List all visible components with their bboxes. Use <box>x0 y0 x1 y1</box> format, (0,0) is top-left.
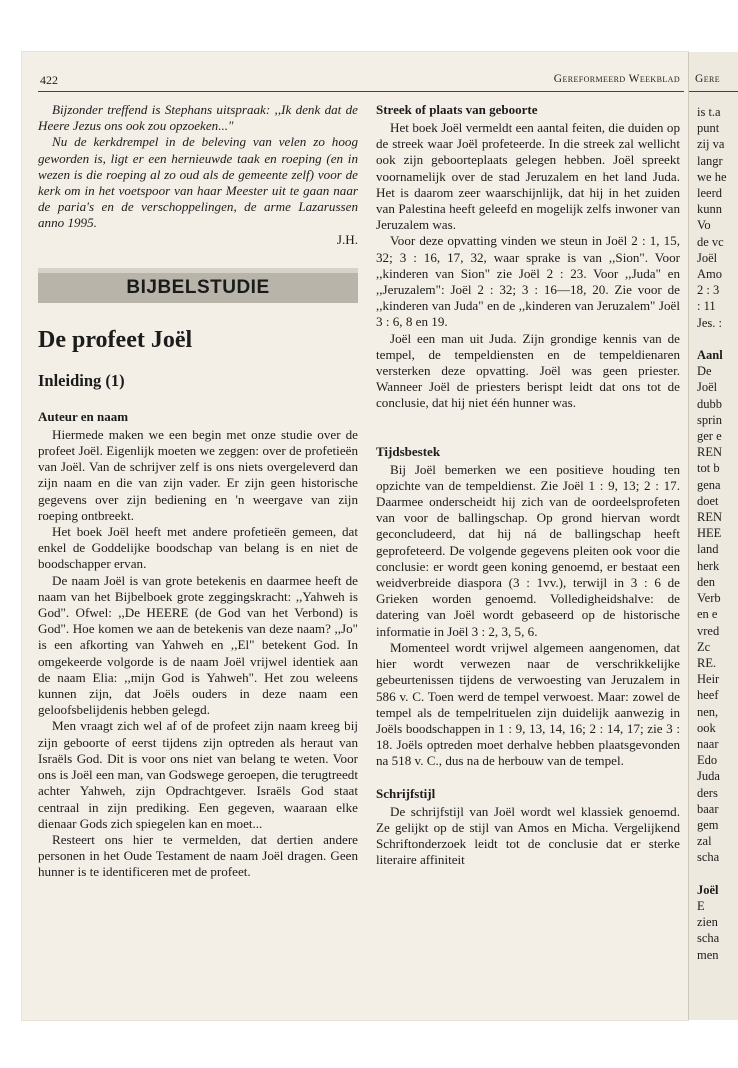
running-head: Gereformeerd Weekblad <box>553 73 680 85</box>
body-paragraph: Resteert ons hier te vermelden, dat dertien andere personen in het Oude Testament de naam Joël dragen. Geen hunner is te identificeren met de profeet. <box>38 831 358 880</box>
section-gap <box>376 412 680 432</box>
next-page-line: REN <box>697 445 722 460</box>
next-page-line: kunn <box>697 202 722 217</box>
intro-paragraph: Bijzonder treffend is Stephans uitspraak: ,,Ik denk dat de Heere Jezus ons ook zou opzoeken..." <box>38 102 358 134</box>
next-page-line: dubb <box>697 396 722 411</box>
rubric-banner: BIJBELSTUDIE <box>38 268 358 303</box>
next-page-line: baar <box>697 801 719 816</box>
next-page-line: gena <box>697 477 721 492</box>
next-page-line: Joël <box>697 882 719 897</box>
section-heading-tijdsbestek: Tijdsbestek <box>376 443 441 459</box>
next-page-line: Edo <box>697 753 718 768</box>
next-page-line: ook <box>697 720 716 735</box>
body-paragraph: Joël een man uit Juda. Zijn grondige kennis van de tempel, de tempeldiensten en de tempeldienaren versterken deze opvatting. Joël was geen priester. Wanneer Joël de priesters berispt leidt dat ons tot de conclusie, dat hij niet één hunner was. <box>376 330 680 411</box>
next-page-line: Heir <box>697 672 720 687</box>
next-page-line: Amo <box>697 267 722 282</box>
next-page-line: tot b <box>697 461 720 476</box>
next-page-line: langr <box>697 153 723 168</box>
next-page-header-rule <box>689 91 738 92</box>
page-number: 422 <box>40 73 58 87</box>
column-left <box>38 102 358 881</box>
next-page-line: : 11 <box>697 299 716 314</box>
next-page-line: den <box>697 574 716 589</box>
next-page-text-fragments <box>697 104 727 963</box>
body-paragraph: Het boek Joël vermeldt een aantal feiten, die duiden op de streek waar Joël profeteerde. In die streek zal wellicht ook zijn geboorteplaats gelegen hebben. Joël spreekt voornamelijk over de stad Jeruzalem en het land Juda. Het is daarom zeer waarschijnlijk, dat hij in het zuiden van Palestina heeft geleefd en mogelijk zelfs inwoner van Jeruzalem was. <box>376 120 680 233</box>
next-page-line: Jes. : <box>697 315 722 330</box>
next-page-line: vred <box>697 623 720 638</box>
next-page-line: Verb <box>697 591 721 606</box>
next-page-line: Joël <box>697 250 718 265</box>
column-right <box>376 102 680 868</box>
next-page-line: nen, <box>697 704 719 719</box>
next-page-line: scha <box>697 931 720 946</box>
next-page-line: Aanl <box>697 348 723 363</box>
next-page-line: leerd <box>697 186 722 201</box>
next-page-line: zien <box>697 915 718 930</box>
intro-signature: J.H. <box>336 231 358 247</box>
next-page-line <box>697 866 727 882</box>
next-page-line: RE. <box>697 655 717 670</box>
body-paragraph: De schrijfstijl van Joël wordt wel klassiek genoemd. Ze gelijkt op de stijl van Amos en Micha. Vergelijkend Schriftonderzoek leidt tot de conclusie dat er sterke literaire affiniteit <box>376 803 680 868</box>
next-page-line: gem <box>697 817 719 832</box>
next-page-line: doet <box>697 493 719 508</box>
next-page-line: scha <box>697 850 720 865</box>
next-page-line <box>697 331 727 347</box>
body-paragraph: Men vraagt zich wel af of de profeet zijn naam kreeg bij zijn geboorte of eerst tijdens zijn optreden als heraut van Israëls God. Dit is voor ons niet van belang te weten. Voor ons is Joël een man, van Godswege geroepen, die terugtreedt achter Yahweh, zijn Opdrachtgever. Israëls God staat centraal in zijn prediking. Een gegeven, waaraan elke dienaar Gods zich spiegelen kan en moet... <box>38 718 358 831</box>
section-heading-schrijfstijl: Schrijfstijl <box>376 785 436 801</box>
next-page-line: we he <box>697 169 727 184</box>
next-page-line: naar <box>697 736 719 751</box>
intro-block <box>38 102 358 248</box>
next-page-line: E <box>697 898 705 913</box>
body-paragraph: Bij Joël bemerken we een positieve houding ten opzichte van de tempeldienst. Zie Joël 1 : 9, 13; 2 : 17. Daarmee onderscheidt hij zich van de oordeelsprofeten van voor de ballingschap. Op grond hiervan wordt geconcludeerd, dat hij ná de ballingschap heeft geprofeteerd. De volgende gegevens pleiten ook voor die conclusie: er wordt geen koning genoemd, er bestaat een weidverbreide diaspora (3 : 1vv.), terwijl in 3 : 6 de Grieken worden genoemd. Volledigheidshalve: de datering van Joël wordt gebaseerd op de historische informatie in Joël 3 : 2, 3, 5, 6. <box>376 461 680 639</box>
header-rule <box>38 91 684 92</box>
section-heading-streek: Streek of plaats van geboorte <box>376 102 538 117</box>
next-page-line: De <box>697 364 712 379</box>
next-page-line: zij va <box>697 137 725 152</box>
next-page-line: sprin <box>697 412 722 427</box>
section-heading-auteur: Auteur en naam <box>38 408 129 424</box>
next-page-line: Joël <box>697 380 718 395</box>
next-page-line: Juda <box>697 769 720 784</box>
next-page-line: punt <box>697 121 720 136</box>
next-page-line: ders <box>697 785 718 800</box>
next-page-line: men <box>697 947 719 962</box>
next-page-line: ger e <box>697 429 722 444</box>
next-page-running-head: Gere <box>695 73 721 85</box>
body-paragraph: Hiermede maken we een begin met onze studie over de profeet Joël. Eigenlijk moeten we zeggen: over de profetieën van Joël. Van de schrijver zelf is ons niets overgeleverd dan zijn naam en die van zijn vader. Er zijn geen historische gegevens over zijn bediening en 'n weergave van zijn roeping ontbreekt. <box>38 426 358 523</box>
article-subtitle: Inleiding (1) <box>38 370 125 390</box>
next-page-line: de vc <box>697 234 724 249</box>
next-page-line: Vo <box>697 218 711 233</box>
intro-paragraph: Nu de kerkdrempel in de beleving van velen zo hoog geworden is, ligt er een hernieuwde taak en roeping (en in wezen is die roeping al zo oud als de gemeente zelf) voor de kerk om in het voetspoor van haar Meester uit te gaan naar de paria's en de verschoppelingen, de arme Lazarussen anno 1995. <box>38 134 358 231</box>
next-page-line: en e <box>697 607 718 622</box>
next-page-line: zal <box>697 834 712 849</box>
next-page-line: REN <box>697 510 722 525</box>
next-page-line: herk <box>697 558 720 573</box>
body-paragraph: De naam Joël is van grote betekenis en daarmee heeft de naam van het Bijbelboek grote zeggingskracht: ,,Yahweh is God". Ofwel: ,,De HEERE (de God van het Verbond) is God". Hoe komen we aan de betekenis van deze naam? ,,Jo" is een afkorting van Yahweh en ,,El" betekent God. In omgekeerde volgorde is de naam Joël vrijwel identiek aan de naam Elia: ,,mijn God is Yahweh". Het zou weleens kunnen zijn, dat Joëls ouders in deze naam een geloofsbelijdenis hebben gelegd. <box>38 572 358 718</box>
next-page-line: is t.a <box>697 105 721 119</box>
next-page-line: Zc <box>697 639 711 654</box>
body-paragraph: Het boek Joël heeft met andere profetieën gemeen, dat enkel de Goddelijke boodschap van belang is en niet de boodschapper ervan. <box>38 524 358 572</box>
body-paragraph: Voor deze opvatting vinden we steun in Joël 2 : 1, 15, 32; 3 : 16, 17, 32, waar sprake is van ,,Sion". Voor ,,kinderen van Sion" zie Joël 2 : 23. Voor ,,Juda" en ,,Jeruzalem": Joël 2 : 32; 3 : 16—18, 20. Zie voor de ,,kinderen van Juda" en de ,,kinderen van Jeruzalem" Joël 3 : 6, 8 en 19. <box>376 233 680 330</box>
next-page-line: 2 : 3 <box>697 283 720 298</box>
next-page-line: HEE <box>697 526 722 541</box>
next-page-line: heef <box>697 688 719 703</box>
next-page-line: land <box>697 542 719 557</box>
page-422 <box>22 52 688 1020</box>
article-title: De profeet Joël <box>38 326 193 353</box>
next-page-edge <box>688 52 738 1020</box>
body-paragraph: Momenteel wordt vrijwel algemeen aangenomen, dat hier wordt verwezen naar de verschrikkelijke gebeurtenissen tijdens de verwoesting van Jeruzalem in 586 v. C. Toen werd de tempel verwoest. Maar: zowel de tempel als de tempelrituelen zijn duidelijk aanwezig in Joëls boodschappen in 1 : 9, 13, 14, 16; 2 : 14, 17; zie 3 : 18. Joëls optreden moet derhalve hebben plaatsgevonden na 518 v. C., dus na de herbouw van de tempel. <box>376 639 680 769</box>
